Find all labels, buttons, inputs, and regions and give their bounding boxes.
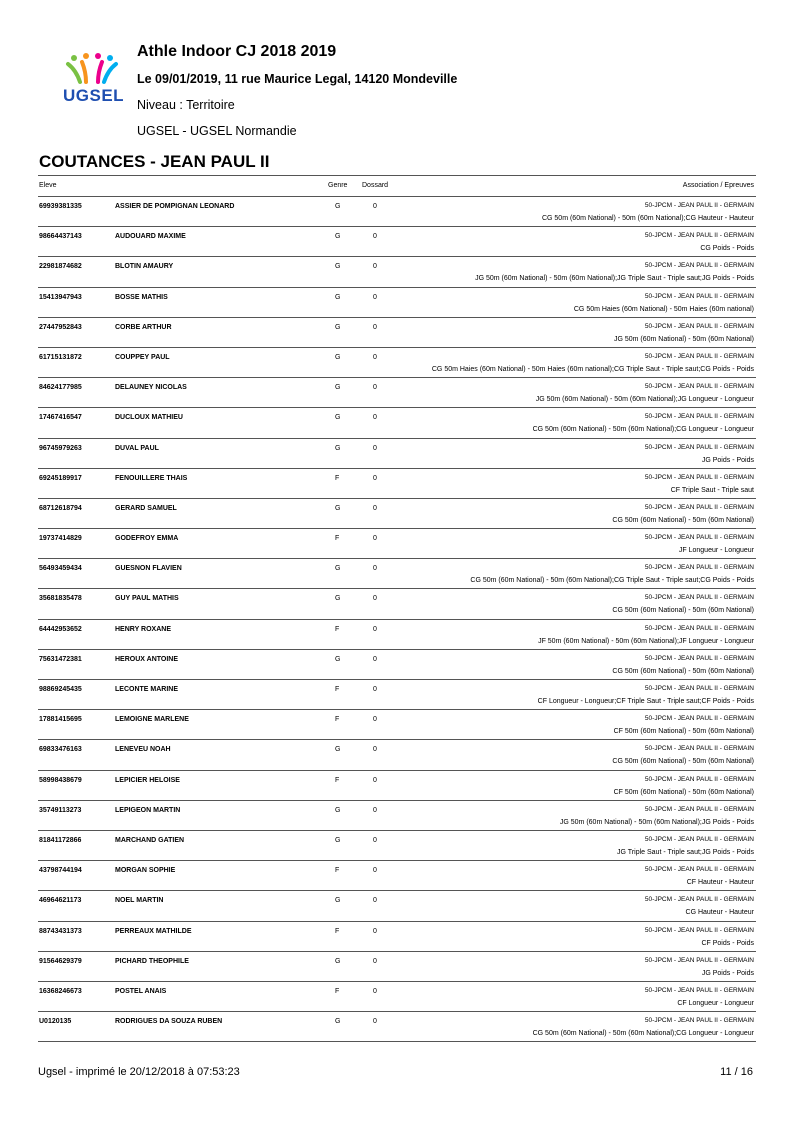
- table-row: [38, 650, 756, 680]
- student-association: 50-JPCM - JEAN PAUL II - GERMAIN: [644, 775, 754, 783]
- student-association: 50-JPCM - JEAN PAUL II - GERMAIN: [644, 986, 754, 994]
- student-dossard: 0: [373, 203, 377, 210]
- student-name: HEROUX ANTOINE: [115, 655, 179, 663]
- table-row: [38, 589, 756, 619]
- student-id: 22981874682: [39, 263, 82, 271]
- student-genre: G: [335, 1018, 341, 1026]
- student-id: 64442953652: [39, 625, 82, 633]
- student-dossard: 0: [373, 384, 377, 392]
- table-row: [38, 620, 756, 650]
- student-dossard: 0: [373, 293, 377, 301]
- student-genre: G: [335, 806, 341, 814]
- student-dossard: 0: [373, 353, 377, 361]
- student-events: CG 50m (60m National) - 50m (60m National): [612, 667, 754, 675]
- table-row: [38, 1012, 756, 1042]
- student-id: 17467416547: [39, 414, 82, 422]
- student-id: 69245189917: [39, 474, 82, 482]
- student-association: 50-JPCM - JEAN PAUL II - GERMAIN: [644, 473, 754, 481]
- student-association: 50-JPCM - JEAN PAUL II - GERMAIN: [644, 413, 754, 421]
- student-id: 17881415695: [39, 716, 82, 724]
- student-genre: G: [335, 746, 341, 754]
- student-dossard: 0: [373, 535, 377, 543]
- student-dossard: 0: [373, 686, 377, 693]
- student-association: 50-JPCM - JEAN PAUL II - GERMAIN: [644, 896, 754, 904]
- student-dossard: 0: [373, 927, 377, 935]
- student-events: CG 50m (60m National) - 50m (60m National): [612, 758, 754, 766]
- table-row: [38, 952, 756, 982]
- student-name: GUESNON FLAVIEN: [115, 565, 182, 573]
- student-genre: G: [335, 565, 341, 573]
- student-genre: G: [335, 233, 341, 241]
- student-association: 50-JPCM - JEAN PAUL II - GERMAIN: [644, 202, 754, 209]
- student-id: 98869245435: [39, 686, 82, 693]
- header-eleve: Eleve: [39, 182, 57, 189]
- student-name: MORGAN SOPHIE: [115, 867, 176, 875]
- student-events: CF Hauteur - Hauteur: [686, 879, 754, 887]
- table-row: [38, 922, 756, 952]
- student-id: 96745979263: [39, 444, 82, 452]
- student-association: 50-JPCM - JEAN PAUL II - GERMAIN: [644, 866, 754, 874]
- student-dossard: 0: [373, 867, 377, 875]
- student-association: 50-JPCM - JEAN PAUL II - GERMAIN: [644, 745, 754, 753]
- student-genre: G: [335, 504, 341, 512]
- table-row: [38, 288, 756, 318]
- table-row: [38, 257, 756, 287]
- student-name: RODRIGUES DA SOUZA RUBEN: [115, 1018, 223, 1026]
- student-association: 50-JPCM - JEAN PAUL II - GERMAIN: [644, 715, 754, 723]
- student-dossard: 0: [373, 776, 377, 784]
- student-id: 19737414829: [39, 535, 82, 543]
- student-dossard: 0: [373, 595, 377, 603]
- student-name: CORBE ARTHUR: [115, 323, 172, 331]
- header-association: Association / Epreuves: [682, 182, 754, 189]
- table-row: [38, 469, 756, 499]
- student-dossard: 0: [373, 806, 377, 814]
- student-name: LECONTE MARINE: [115, 686, 178, 693]
- student-id: 35681835478: [39, 595, 82, 603]
- student-events: JF Longueur - Longueur: [678, 547, 754, 555]
- student-dossard: 0: [373, 504, 377, 512]
- student-id: 58998438679: [39, 776, 82, 784]
- student-name: LEPICIER HELOISE: [115, 776, 180, 784]
- table-row: [38, 831, 756, 861]
- student-association: 50-JPCM - JEAN PAUL II - GERMAIN: [644, 352, 754, 360]
- student-genre: G: [335, 323, 341, 331]
- student-id: 88743431373: [39, 927, 82, 935]
- footer-page-number: 11 / 16: [720, 1066, 753, 1078]
- table-row: [38, 197, 756, 227]
- student-name: PERREAUX MATHILDE: [115, 927, 192, 935]
- student-id: 84624177985: [39, 384, 82, 392]
- student-dossard: 0: [373, 746, 377, 754]
- student-events: CG 50m Haies (60m National) - 50m Haies (60m national): [573, 305, 754, 313]
- student-dossard: 0: [373, 836, 377, 844]
- event-title: Athle Indoor CJ 2018 2019: [137, 43, 337, 60]
- student-events: JG 50m (60m National) - 50m (60m National);JG Longueur - Longueur: [535, 396, 754, 404]
- student-dossard: 0: [373, 1018, 377, 1026]
- student-dossard: 0: [373, 655, 377, 663]
- student-id: 56493459434: [39, 565, 82, 573]
- table-row: [38, 378, 756, 408]
- student-events: CG 50m (60m National) - 50m (60m National): [612, 516, 754, 524]
- student-genre: F: [335, 987, 340, 995]
- school-title: COUTANCES - JEAN PAUL II: [39, 152, 270, 171]
- student-association: 50-JPCM - JEAN PAUL II - GERMAIN: [644, 654, 754, 662]
- student-genre: F: [335, 535, 340, 543]
- student-name: COUPPEY PAUL: [115, 353, 170, 361]
- student-name: GERARD SAMUEL: [115, 504, 177, 512]
- student-name: DUVAL PAUL: [115, 444, 159, 452]
- student-id: 98664437143: [39, 233, 82, 241]
- student-dossard: 0: [373, 474, 377, 482]
- student-association: 50-JPCM - JEAN PAUL II - GERMAIN: [644, 503, 754, 511]
- table-row: [38, 439, 756, 469]
- student-name: BLOTIN AMAURY: [115, 263, 174, 271]
- student-association: 50-JPCM - JEAN PAUL II - GERMAIN: [644, 835, 754, 843]
- student-genre: G: [335, 595, 341, 603]
- student-dossard: 0: [373, 897, 377, 905]
- student-genre: G: [335, 444, 341, 452]
- student-association: 50-JPCM - JEAN PAUL II - GERMAIN: [644, 564, 754, 572]
- student-events: CG Poids - Poids: [700, 245, 754, 253]
- student-dossard: 0: [373, 716, 377, 724]
- student-dossard: 0: [373, 565, 377, 573]
- table-row: [38, 529, 756, 559]
- student-id: 69833476163: [39, 746, 82, 754]
- student-dossard: 0: [373, 233, 377, 241]
- student-dossard: 0: [373, 625, 377, 633]
- table-row: [38, 771, 756, 801]
- table-body: [38, 197, 756, 1042]
- table-row: [38, 710, 756, 740]
- student-association: 50-JPCM - JEAN PAUL II - GERMAIN: [644, 443, 754, 451]
- student-events: CG 50m (60m National) - 50m (60m National);CG Longueur - Longueur: [532, 426, 754, 434]
- student-association: 50-JPCM - JEAN PAUL II - GERMAIN: [644, 534, 754, 542]
- student-genre: F: [335, 474, 340, 482]
- student-id: 46964621173: [39, 897, 82, 905]
- table-row: [38, 680, 756, 710]
- student-name: FENOUILLERE THAIS: [115, 474, 188, 482]
- student-name: BOSSE MATHIS: [115, 293, 168, 301]
- student-events: CF Triple Saut - Triple saut: [670, 486, 754, 494]
- student-name: ASSIER DE POMPIGNAN LEONARD: [115, 203, 235, 210]
- student-name: PICHARD THEOPHILE: [115, 957, 189, 965]
- student-events: CF 50m (60m National) - 50m (60m National): [613, 788, 754, 796]
- student-name: POSTEL ANAIS: [115, 987, 167, 995]
- student-genre: G: [335, 897, 341, 905]
- table-header: [38, 175, 756, 197]
- student-name: DELAUNEY NICOLAS: [115, 384, 187, 392]
- event-organization: UGSEL - UGSEL Normandie: [137, 124, 297, 138]
- table-row: [38, 891, 756, 921]
- student-dossard: 0: [373, 414, 377, 422]
- student-id: 75631472381: [39, 655, 82, 663]
- table-row: [38, 408, 756, 438]
- student-events: CF 50m (60m National) - 50m (60m National): [613, 728, 754, 736]
- student-events: CF Poids - Poids: [701, 939, 754, 947]
- table-row: [38, 861, 756, 891]
- student-events: JF 50m (60m National) - 50m (60m National);JF Longueur - Longueur: [538, 637, 754, 645]
- student-events: JG 50m (60m National) - 50m (60m National);JG Triple Saut - Triple saut;JG Poids - Poids: [475, 275, 754, 283]
- student-dossard: 0: [373, 444, 377, 452]
- student-name: NOEL MARTIN: [115, 897, 164, 905]
- student-events: JG 50m (60m National) - 50m (60m National): [613, 335, 754, 343]
- student-name: AUDOUARD MAXIME: [115, 233, 186, 241]
- student-name: DUCLOUX MATHIEU: [115, 414, 183, 422]
- table-row: [38, 740, 756, 770]
- student-name: GODEFROY EMMA: [115, 535, 179, 543]
- student-association: 50-JPCM - JEAN PAUL II - GERMAIN: [644, 956, 754, 964]
- student-id: 43798744194: [39, 867, 82, 875]
- student-id: 69939381335: [39, 203, 82, 210]
- student-genre: G: [335, 263, 341, 271]
- header-dossard: Dossard: [362, 182, 389, 189]
- student-genre: G: [335, 655, 341, 663]
- student-genre: G: [335, 384, 341, 392]
- student-genre: G: [335, 414, 341, 422]
- header-genre: Genre: [328, 182, 348, 189]
- footer-printed: Ugsel - imprimé le 20/12/2018 à 07:53:23: [38, 1066, 240, 1078]
- student-events: CF Longueur - Longueur: [677, 999, 754, 1007]
- student-events: CG 50m (60m National) - 50m (60m National);CG Triple Saut - Triple saut;CG Poids - Poids: [470, 577, 754, 585]
- student-id: 35749113273: [39, 806, 82, 814]
- student-genre: G: [335, 293, 341, 301]
- table-row: [38, 801, 756, 831]
- student-association: 50-JPCM - JEAN PAUL II - GERMAIN: [644, 232, 754, 240]
- student-id: 27447952843: [39, 323, 82, 331]
- student-events: CG 50m (60m National) - 50m (60m National): [612, 607, 754, 615]
- student-association: 50-JPCM - JEAN PAUL II - GERMAIN: [644, 292, 754, 300]
- student-name: MARCHAND GATIEN: [115, 836, 185, 844]
- student-association: 50-JPCM - JEAN PAUL II - GERMAIN: [644, 383, 754, 391]
- student-genre: G: [335, 353, 341, 361]
- event-location: Le 09/01/2019, 11 rue Maurice Legal, 14120 Mondeville: [137, 72, 458, 86]
- student-events: JG 50m (60m National) - 50m (60m National);JG Poids - Poids: [559, 818, 754, 826]
- student-events: CG 50m Haies (60m National) - 50m Haies (60m national);CG Triple Saut - Triple saut;CG Poids - Poids: [431, 365, 754, 373]
- student-events: CG 50m (60m National) - 50m (60m National);CG Hauteur - Hauteur: [541, 215, 754, 222]
- table-row: [38, 348, 756, 378]
- table-row: [38, 499, 756, 529]
- student-association: 50-JPCM - JEAN PAUL II - GERMAIN: [644, 805, 754, 813]
- student-genre: F: [335, 686, 340, 693]
- student-events: CF Longueur - Longueur;CF Triple Saut - Triple saut;CF Poids - Poids: [537, 698, 754, 705]
- table-row: [38, 227, 756, 257]
- student-genre: F: [335, 867, 340, 875]
- student-association: 50-JPCM - JEAN PAUL II - GERMAIN: [644, 322, 754, 330]
- student-id: 61715131872: [39, 353, 82, 361]
- student-name: HENRY ROXANE: [115, 625, 172, 633]
- student-genre: G: [335, 957, 341, 965]
- student-events: CG Hauteur - Hauteur: [685, 909, 754, 917]
- student-dossard: 0: [373, 263, 377, 271]
- student-association: 50-JPCM - JEAN PAUL II - GERMAIN: [644, 262, 754, 270]
- student-genre: F: [335, 776, 340, 784]
- student-association: 50-JPCM - JEAN PAUL II - GERMAIN: [644, 624, 754, 632]
- logo-text: UGSEL: [63, 86, 125, 105]
- student-id: 15413947943: [39, 293, 82, 301]
- student-genre: F: [335, 927, 340, 935]
- student-dossard: 0: [373, 323, 377, 331]
- student-events: JG Poids - Poids: [701, 969, 754, 977]
- student-genre: F: [335, 625, 340, 633]
- table-row: [38, 982, 756, 1012]
- student-events: CG 50m (60m National) - 50m (60m National);CG Longueur - Longueur: [532, 1030, 754, 1038]
- student-genre: G: [335, 203, 341, 210]
- student-name: LENEVEU NOAH: [115, 746, 171, 754]
- student-dossard: 0: [373, 957, 377, 965]
- student-events: JG Poids - Poids: [701, 456, 754, 464]
- student-id: 91564629379: [39, 957, 82, 965]
- student-association: 50-JPCM - JEAN PAUL II - GERMAIN: [644, 926, 754, 934]
- student-genre: G: [335, 836, 341, 844]
- student-name: LEMOIGNE MARLENE: [115, 716, 189, 724]
- student-id: 81841172866: [39, 836, 82, 844]
- page-header: [0, 0, 793, 150]
- student-name: GUY PAUL MATHIS: [115, 595, 179, 603]
- student-dossard: 0: [373, 987, 377, 995]
- entries-table: [38, 175, 756, 1042]
- student-name: LEPIGEON MARTIN: [115, 806, 181, 814]
- student-id: U0120135: [39, 1018, 72, 1026]
- table-row: [38, 559, 756, 589]
- student-association: 50-JPCM - JEAN PAUL II - GERMAIN: [644, 1017, 754, 1025]
- student-association: 50-JPCM - JEAN PAUL II - GERMAIN: [644, 685, 754, 692]
- student-events: JG Triple Saut - Triple saut;JG Poids - Poids: [617, 848, 754, 856]
- table-row: [38, 318, 756, 348]
- event-level: Niveau : Territoire: [137, 98, 235, 112]
- student-id: 16368246673: [39, 987, 82, 995]
- student-genre: F: [335, 716, 340, 724]
- student-association: 50-JPCM - JEAN PAUL II - GERMAIN: [644, 594, 754, 602]
- student-id: 68712618794: [39, 504, 82, 512]
